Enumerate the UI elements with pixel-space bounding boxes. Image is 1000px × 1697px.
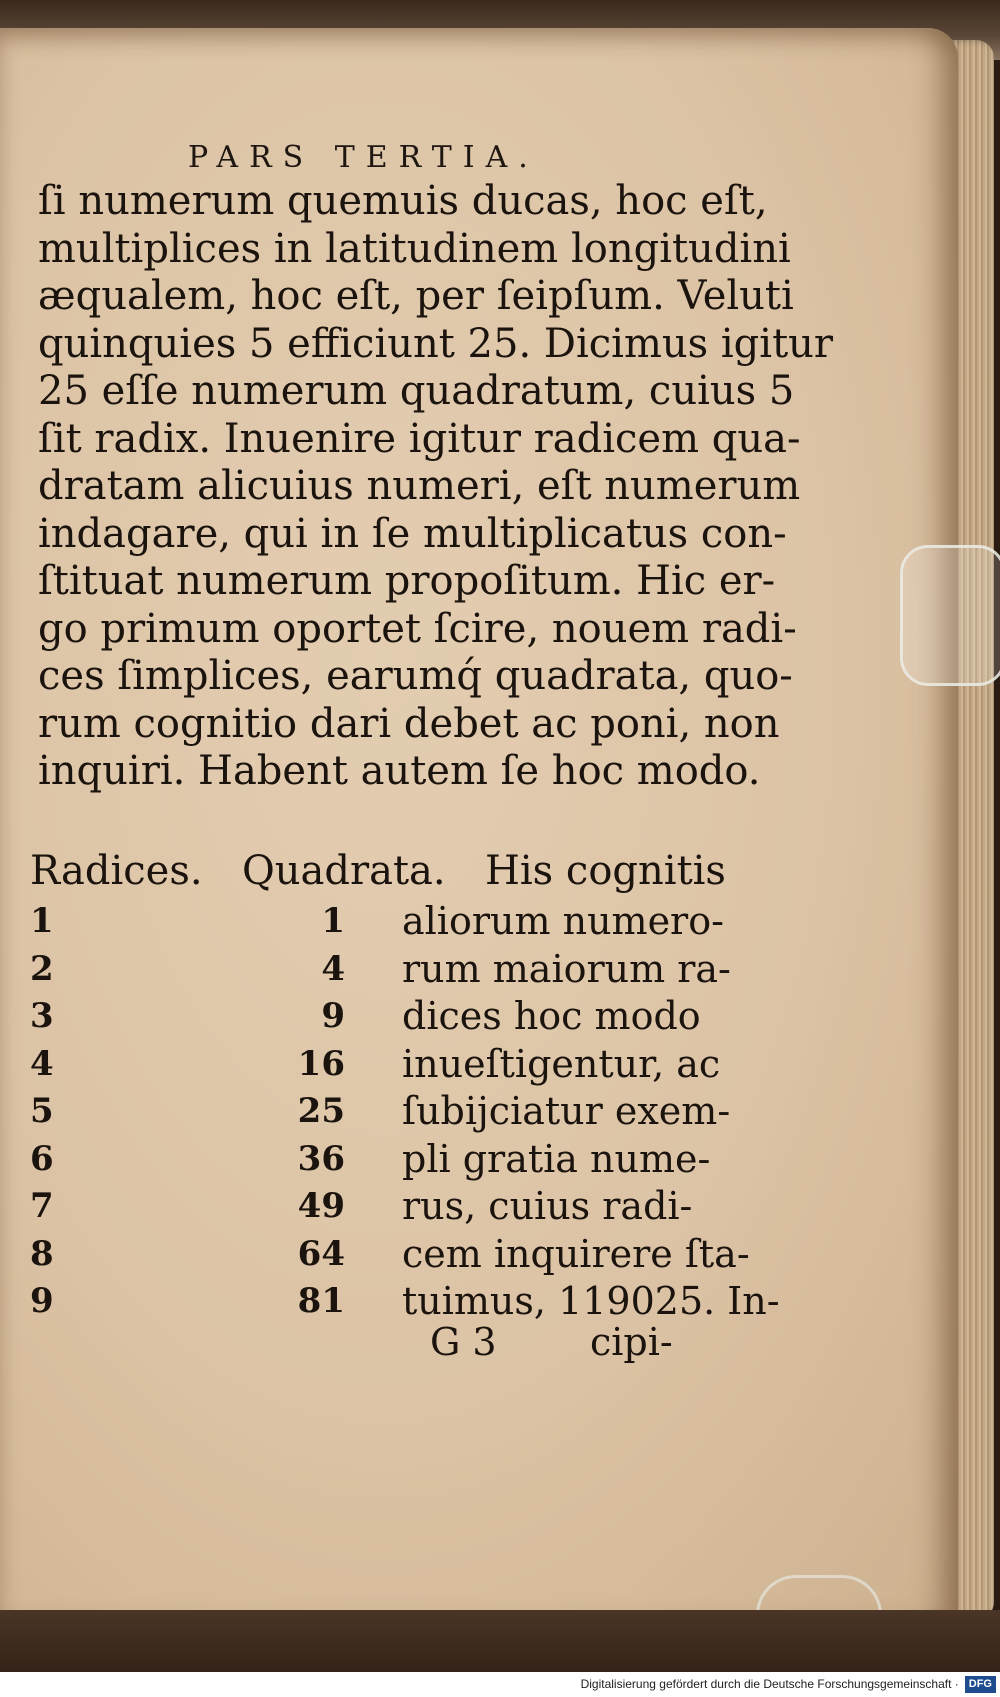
- text-line: inueſtigentur, ac: [402, 1041, 721, 1086]
- square-value: 49: [297, 1186, 345, 1226]
- dfg-logo: DFG: [965, 1676, 996, 1693]
- text-line: dices hoc modo: [402, 994, 701, 1038]
- root-value: 9: [30, 1281, 54, 1321]
- text-line: cem inquirere ſta-: [402, 1231, 750, 1276]
- page-clip: [900, 545, 1000, 686]
- square-value: 9: [321, 996, 345, 1036]
- square-value: 36: [297, 1138, 345, 1179]
- square-value: 1: [321, 901, 345, 941]
- text-line: aliorum numero-: [402, 899, 724, 943]
- square-value: 64: [297, 1233, 345, 1274]
- roots-column: [30, 898, 90, 1326]
- text-line: ſubijciatur exem-: [402, 1089, 731, 1133]
- squares-header: Quadrata.: [242, 848, 446, 894]
- square-value: 81: [297, 1281, 345, 1321]
- root-value: 4: [30, 1043, 54, 1084]
- catchword: cipi-: [590, 1320, 673, 1364]
- signature-mark: G 3: [430, 1320, 497, 1364]
- text-line: tuimus, 119025. In-: [402, 1279, 780, 1323]
- side-header: His cognitis: [485, 848, 726, 894]
- text-line: rum cognitio dari debet ac poni, non: [38, 700, 780, 747]
- root-value: 3: [30, 996, 54, 1036]
- text-line: go primum oportet ſcire, nouem radi-: [38, 605, 797, 652]
- text-line: rus, cuius radi-: [402, 1184, 693, 1228]
- root-value: 2: [30, 948, 54, 989]
- text-line: ces ſimplices, earumq́ quadrata, quo-: [38, 653, 793, 699]
- text-line: rum maiorum ra-: [402, 946, 731, 991]
- text-line: indagare, qui in ſe multiplicatus con-: [38, 510, 787, 557]
- root-value: 6: [30, 1138, 54, 1179]
- root-value: 5: [30, 1091, 54, 1131]
- book-page: [0, 28, 958, 1628]
- digitization-credit: [0, 1672, 1000, 1697]
- side-text: [402, 898, 780, 1326]
- text-line: 25 eſſe numerum quadratum, cuius 5: [38, 368, 795, 414]
- text-line: ſtituat numerum propoſitum. Hic er-: [38, 558, 776, 604]
- square-value: 25: [297, 1091, 345, 1131]
- root-value: 1: [30, 901, 54, 941]
- text-line: dratam alicuius numeri, eſt numerum: [38, 463, 801, 509]
- text-line: multiplices in latitudinem longitudini: [38, 225, 791, 272]
- root-value: 7: [30, 1186, 54, 1226]
- running-head: PARS TERTIA.: [188, 140, 539, 175]
- squares-column: [225, 898, 345, 1326]
- text-line: ſi numerum quemuis ducas, hoc eſt,: [38, 178, 768, 224]
- text-line: inquiri. Habent autem ſe hoc modo.: [38, 748, 761, 794]
- square-value: 4: [321, 948, 345, 989]
- text-line: ſit radix. Inuenire igitur radicem qua-: [38, 415, 801, 462]
- text-line: quinquies 5 efficiunt 25. Dicimus igitur: [38, 320, 834, 367]
- square-value: 16: [297, 1043, 345, 1084]
- root-value: 8: [30, 1233, 54, 1274]
- page-footer: [430, 1320, 673, 1364]
- text-line: pli gratia nume-: [402, 1136, 711, 1181]
- roots-header: Radices.: [30, 848, 203, 894]
- text-line: æqualem, hoc eſt, per ſeipſum. Veluti: [38, 273, 794, 319]
- body-paragraph: [38, 178, 833, 796]
- credit-text: Digitalisierung gefördert durch die Deutsche Forschungsgemeinschaft ·: [580, 1677, 959, 1691]
